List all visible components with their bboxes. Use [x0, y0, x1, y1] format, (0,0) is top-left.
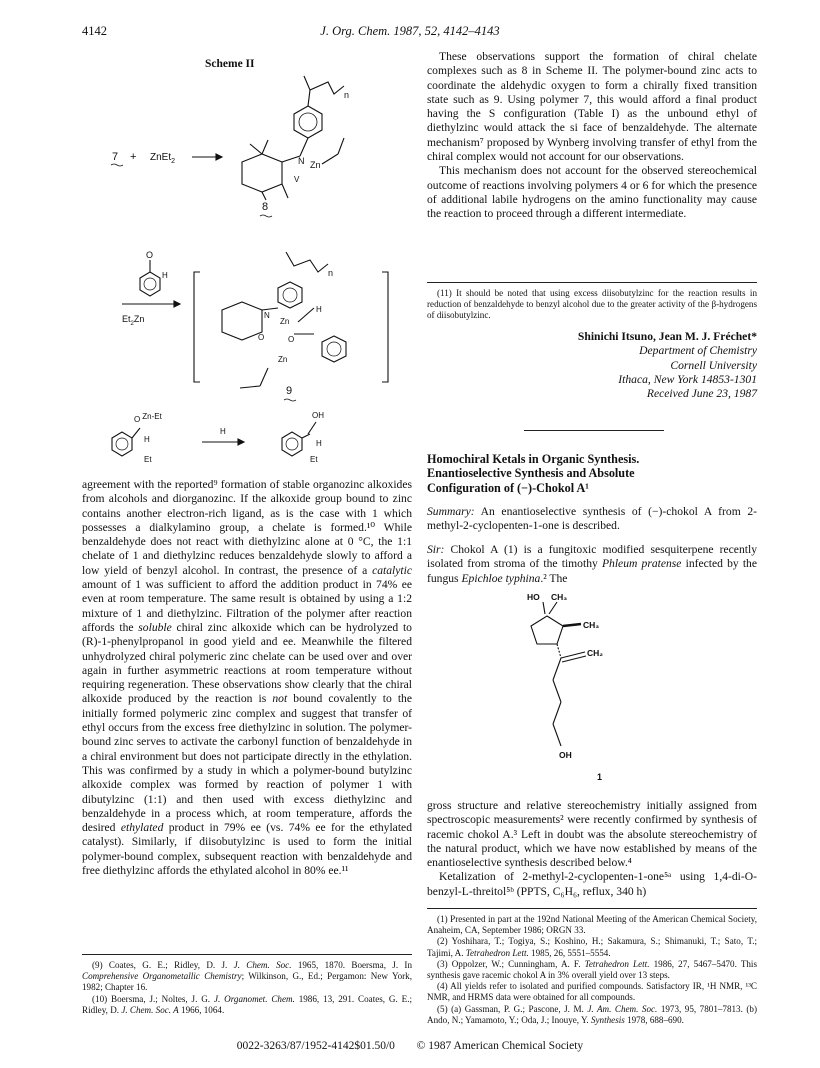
authors: Shinichi Itsuno, Jean M. J. Fréchet*: [577, 330, 757, 343]
svg-text:H: H: [316, 439, 322, 448]
chokol-a-structure: [527, 588, 667, 788]
article-divider: [524, 430, 664, 431]
svg-text:CH₃: CH₃: [583, 620, 600, 630]
summary-block: [427, 505, 757, 534]
right-footnote-rule: [427, 282, 757, 283]
footer-code: 0022-3263/87/1952-4142$01.50/0: [236, 1040, 395, 1052]
affiliation-univ: Cornell University: [670, 358, 757, 372]
summary: Summary: An enantioselective synthesis of (−)-chokol A from 2-methyl-2-cyclopenten-1-one is described.: [427, 505, 757, 533]
svg-text:Zn: Zn: [278, 355, 288, 364]
left-paragraph: agreement with the reported⁹ formation of stable organozinc alkoxides from alcohols and diorganozinc. If the alkoxide group bound to zinc contains another electron-rich ligand, as is the case with 1 which possesses a dialkylamino group, a chelate is formed.¹⁰ While benzaldehyde does not react with diethylzinc alone at 0 °C, the 1:1 chelate of 1 and diethylzinc reduces benzaldehyde slowly to afford a low yield of benzyl alcohol. In contrast, the presence of a catalytic amount of 1 was sufficient to afford the addition product in 74% ee even at room temperature. The same result is obtained by using a 1:2 mixture of 1 and diethylzinc. Filtration of the polymer after reaction affords the soluble chiral zinc alkoxide which can be hydrolyzed to (R)-1-phenylpropanol in good yield and ee. Meanwhile the filtered unhydrolyzed chiral polymeric zinc chelate can be used over and over again in further asymmetric reactions at room temperature without requiring regeneration. These observations show clearly that the chiral alkoxide produced by the reaction is not bound covalently to the initially formed polymeric zinc complex and suggest that transfer of ethyl occurs from the excess free diethylzinc in solution. The polymer-bound zinc serves to activate the carbonyl function of benzaldehyde in a chiral environment but does not participate directly in the ethylation. This was confirmed by a study in which a polymer-bound butylzinc alkoxide complex was formed by reaction of polymer 1 with dibutylzinc (1:1) and then used with excess diethylzinc and benzaldehyde in a process which, at room temperature, affords the desired ethylated product in 79% ee (vs. 74% ee for the ethylated catalyst). Similarly, if diisobutylzinc is used to form the initial polymer-bound complex, subsequent reaction with benzaldehyde and free diethylzinc affords the ethylated alcohol in 80% ee.¹¹: [82, 478, 412, 878]
plus-sign: +: [130, 151, 137, 163]
svg-text:O: O: [146, 250, 154, 260]
svg-text:CH₃: CH₃: [551, 592, 568, 602]
article-title-line-1: Homochiral Ketals in Organic Synthesis.: [427, 452, 640, 466]
et2zn-label: $Et_2Zn$: [122, 314, 145, 327]
h-plus-label: H: [220, 427, 226, 436]
reagent-7: 7: [112, 151, 119, 163]
author-block: [427, 330, 757, 401]
right-paragraph-1: These observations support the formation of chiral chelate complexes such as 8 in Scheme II. The polymer-bound zinc acts to coordinate the aldehydic oxygen to form a chirally fixed transition state such as 9. Using polymer 7, this would afford a final product having the S configuration (Table I) as the unbound ethyl of diethylzinc would attack the si face of benzaldehyde. The alternate mechanism⁷ proposed by Wynberg involving transfer of ethyl from the chiral complex would not account for our observations.: [427, 50, 757, 164]
svg-text:n: n: [344, 90, 350, 100]
znet2-label: ZnEt$_2$: [150, 152, 176, 165]
alkoxide-label: O Zn-Et: [134, 412, 162, 424]
svg-text:Zn: Zn: [280, 317, 290, 326]
footer-copyright: © 1987 American Chemical Society: [416, 1040, 584, 1052]
complex-8-label: 8: [262, 201, 269, 213]
received-date: Received June 23, 1987: [646, 387, 757, 401]
footnote-11-block: [427, 288, 757, 322]
svg-text:Et: Et: [310, 455, 318, 464]
right-footnotes: [427, 914, 757, 1026]
page-number: 4142: [82, 24, 107, 38]
footnote-9: (9) Coates, G. E.; Ridley, D. J. J. Chem. Soc. 1965, 1870. Boersma, J. In Comprehensive Organometallic Chemistry; Wilkinson, G., Ed.; Pergamon: New York, 1982; Chapter 16.: [82, 960, 413, 993]
svg-text:OH: OH: [559, 750, 572, 760]
right-paragraph-2: This mechanism does not account for the observed stereochemical outcome of reactions involving polymers 4 or 6 for which the presence of additional labile hydrogens on the amino functionality may cause the reaction to proceed through a different intermediate.: [427, 164, 757, 221]
footnote-2: (2) Yoshihara, T.; Togiya, S.; Koshino, H.; Sakamura, S.; Shimanuki, T.; Sato, T.; Tajimi, A. Tetrahedron Lett. 1985, 26, 5551–5554.: [427, 936, 757, 958]
svg-text:N: N: [264, 311, 270, 320]
footnote-4: (4) All yields refer to isolated and purified compounds. Satisfactory IR, ¹H NMR, ¹³C NMR, and HRMS data were obtained for all compounds.: [427, 981, 757, 1003]
right-bottom-footnote-rule: [427, 908, 757, 909]
sir-paragraph: Sir: Chokol A (1) is a fungitoxic modified sesquiterpene recently isolated from stroma of the timothy Phleum pratense infected by the fungus Epichloe typhina.² The: [427, 543, 757, 585]
svg-text:n: n: [328, 268, 334, 278]
svg-text:O: O: [288, 335, 295, 344]
left-footnote-rule: [82, 954, 412, 955]
gross-structure-paragraph: gross structure and relative stereochemistry initially assigned from spectroscopic measurements² were recently confirmed by synthesis of racemic chokol A.³ Left in doubt was the absolute stereochemistry of the natural product, which we have now established by means of the enantioselective synthesis described below.⁴: [427, 799, 757, 870]
footnote-5: (5) (a) Gassman, P. G.; Pascone, J. M. J. Am. Chem. Soc. 1973, 95, 7801–7813. (b) Ando, N.; Yamamoto, Y.; Oda, J.; Inouye, Y. Synthesis 1978, 688–690.: [427, 1003, 757, 1025]
affiliation-dept: Department of Chemistry: [639, 344, 757, 358]
left-column-body: [82, 478, 412, 878]
svg-text:O: O: [258, 333, 265, 342]
ketalization-paragraph: Ketalization of 2-methyl-2-cyclopenten-1-one⁵ᵃ using 1,4-di-O-benzyl-L-threitol⁵ᵇ (PPTS, C₆H₆, reflux, 340 h): [427, 870, 757, 898]
svg-text:Et: Et: [144, 455, 152, 464]
svg-text:V: V: [294, 175, 300, 184]
scheme-ii-figure: [82, 72, 412, 472]
svg-text:H: H: [162, 271, 168, 280]
chokol-compound-label: 1: [597, 772, 603, 782]
complex-9-label: 9: [286, 385, 293, 397]
page-footer: [0, 1040, 820, 1052]
footnote-3: (3) Oppolzer, W.; Cunningham, A. F. Tetrahedron Lett. 1986, 27, 5467–5470. This synthesis gave racemic chokol A in 3% overall yield over 13 steps.: [427, 958, 757, 981]
svg-text:Zn: Zn: [310, 160, 321, 170]
svg-text:H: H: [144, 435, 150, 444]
left-footnotes: [82, 960, 412, 1016]
article-title-block: [427, 452, 757, 495]
sir-block: [427, 543, 757, 586]
svg-text:N: N: [298, 156, 305, 166]
footnote-10: (10) Boersma, J.; Noltes, J. G. J. Organomet. Chem. 1986, 13, 291. Coates, G. E.; Ridley, D. J. Chem. Soc. A 1966, 1064.: [82, 993, 412, 1015]
affiliation-city: Ithaca, New York 14853-1301: [618, 372, 757, 386]
svg-text:H: H: [316, 305, 322, 314]
svg-text:HO: HO: [527, 592, 540, 602]
footnote-11: (11) It should be noted that using excess diisobutylzinc for the reaction results in reduction of benzaldehyde to benzyl alcohol due to the greater activity of the β-hydrogens of diisobutylzinc.: [427, 288, 757, 321]
footnote-1: (1) Presented in part at the 192nd National Meeting of the American Chemical Society, Anaheim, CA, September 1986; ORGN 33.: [427, 914, 757, 936]
right-column-top: [427, 50, 757, 222]
right-body-lower: [427, 799, 757, 899]
svg-text:OH: OH: [312, 411, 324, 420]
scheme-title: Scheme II: [205, 58, 255, 70]
svg-text:CH₂: CH₂: [587, 648, 604, 658]
running-header: J. Org. Chem. 1987, 52, 4142–4143: [320, 24, 500, 38]
article-title-line-2: Enantioselective Synthesis and Absolute: [427, 466, 635, 481]
article-title-line-3: Configuration of (−)-Chokol A¹: [427, 480, 589, 495]
